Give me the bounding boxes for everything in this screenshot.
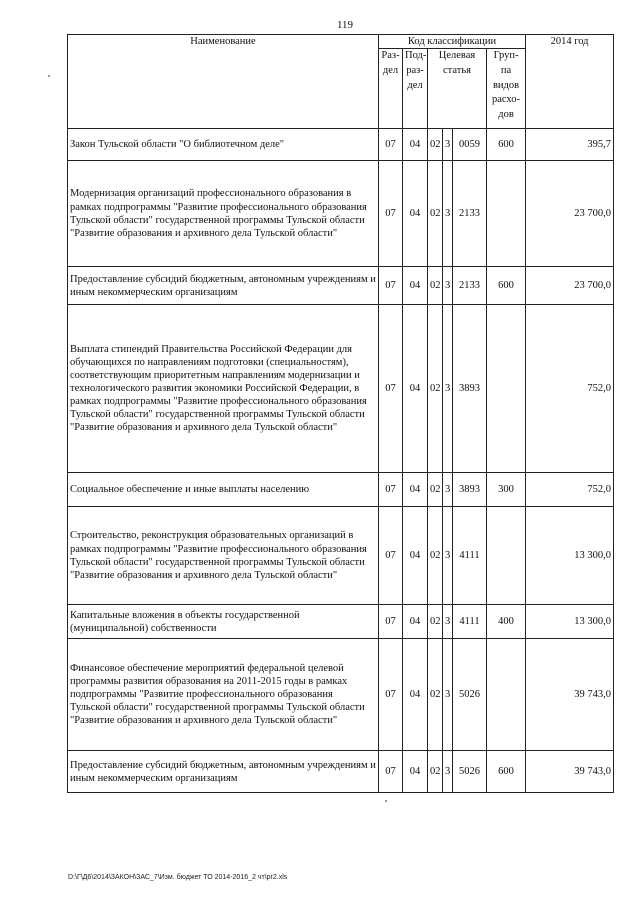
table-row bbox=[68, 605, 614, 639]
row-razdel: 07 bbox=[379, 305, 403, 473]
row-target-part2: 3 bbox=[443, 161, 453, 267]
table-row bbox=[68, 639, 614, 751]
row-target-part1: 02 bbox=[428, 639, 443, 751]
row-expense-type: 600 bbox=[487, 129, 526, 161]
row-razdel: 07 bbox=[379, 267, 403, 305]
row-amount: 395,7 bbox=[526, 129, 614, 161]
file-path-footer: D:\Г\Д6\2014\ЗАКОН\ЗАС_7\Изм. бюджет ТО 2014-2016_2 чт\pr2.xls bbox=[68, 874, 288, 881]
row-target-part1: 02 bbox=[428, 129, 443, 161]
row-name: Предоставление субсидий бюджетным, автономным учреждениям и иным некоммерческим организациям bbox=[68, 267, 379, 305]
scan-speck bbox=[385, 800, 387, 802]
row-razdel: 07 bbox=[379, 751, 403, 793]
header-razdel: Раз- дел bbox=[379, 49, 403, 129]
row-razdel: 07 bbox=[379, 161, 403, 267]
row-target-part1: 02 bbox=[428, 751, 443, 793]
row-razdel: 07 bbox=[379, 129, 403, 161]
row-razdel: 07 bbox=[379, 639, 403, 751]
row-target-part2: 3 bbox=[443, 129, 453, 161]
budget-table bbox=[67, 34, 614, 793]
row-podrazdel: 04 bbox=[403, 305, 428, 473]
row-target-part1: 02 bbox=[428, 473, 443, 507]
row-target-part3: 4111 bbox=[453, 605, 487, 639]
row-target-part3: 5026 bbox=[453, 751, 487, 793]
row-target-part3: 0059 bbox=[453, 129, 487, 161]
header-name: Наименование bbox=[68, 35, 379, 129]
row-target-part1: 02 bbox=[428, 161, 443, 267]
header-year: 2014 год bbox=[526, 35, 614, 129]
row-razdel: 07 bbox=[379, 507, 403, 605]
row-target-part2: 3 bbox=[443, 751, 453, 793]
table-row bbox=[68, 751, 614, 793]
row-podrazdel: 04 bbox=[403, 605, 428, 639]
row-target-part3: 4111 bbox=[453, 507, 487, 605]
row-expense-type bbox=[487, 305, 526, 473]
table-row bbox=[68, 267, 614, 305]
row-podrazdel: 04 bbox=[403, 473, 428, 507]
row-target-part2: 3 bbox=[443, 305, 453, 473]
row-razdel: 07 bbox=[379, 473, 403, 507]
table-row bbox=[68, 161, 614, 267]
row-target-part2: 3 bbox=[443, 639, 453, 751]
row-name: Капитальные вложения в объекты государственной (муниципальной) собственности bbox=[68, 605, 379, 639]
row-target-part2: 3 bbox=[443, 605, 453, 639]
row-name: Закон Тульской области "О библиотечном деле" bbox=[68, 129, 379, 161]
row-expense-type bbox=[487, 507, 526, 605]
row-podrazdel: 04 bbox=[403, 639, 428, 751]
scan-speck bbox=[48, 75, 50, 77]
table-row bbox=[68, 507, 614, 605]
row-name: Модернизация организаций профессионального образования в рамках подпрограммы "Развитие профессионального образования Тульской области" государственной программы Тульской области "Развитие образования и архивного дела Тульской области" bbox=[68, 161, 379, 267]
row-name: Социальное обеспечение и иные выплаты населению bbox=[68, 473, 379, 507]
row-expense-type: 300 bbox=[487, 473, 526, 507]
row-target-part2: 3 bbox=[443, 507, 453, 605]
row-expense-type: 600 bbox=[487, 267, 526, 305]
row-expense-type bbox=[487, 639, 526, 751]
row-target-part3: 3893 bbox=[453, 305, 487, 473]
table-row bbox=[68, 473, 614, 507]
row-expense-type bbox=[487, 161, 526, 267]
row-amount: 23 700,0 bbox=[526, 161, 614, 267]
row-amount: 13 300,0 bbox=[526, 507, 614, 605]
row-target-part2: 3 bbox=[443, 267, 453, 305]
row-expense-type: 600 bbox=[487, 751, 526, 793]
row-podrazdel: 04 bbox=[403, 161, 428, 267]
row-expense-type: 400 bbox=[487, 605, 526, 639]
row-target-part3: 2133 bbox=[453, 267, 487, 305]
row-amount: 752,0 bbox=[526, 473, 614, 507]
row-target-part1: 02 bbox=[428, 507, 443, 605]
row-razdel: 07 bbox=[379, 605, 403, 639]
row-target-part3: 2133 bbox=[453, 161, 487, 267]
row-target-part2: 3 bbox=[443, 473, 453, 507]
row-amount: 23 700,0 bbox=[526, 267, 614, 305]
table-row bbox=[68, 129, 614, 161]
row-name: Предоставление субсидий бюджетным, автономным учреждениям и иным некоммерческим организациям bbox=[68, 751, 379, 793]
row-name: Строительство, реконструкция образовательных организаций в рамках подпрограммы "Развитие профессионального образования Тульской области" государственной программы Тульской области "Развитие образования и архивного дела Тульской области" bbox=[68, 507, 379, 605]
row-target-part3: 3893 bbox=[453, 473, 487, 507]
row-target-part1: 02 bbox=[428, 267, 443, 305]
page-number: 119 bbox=[336, 19, 354, 31]
row-target-part1: 02 bbox=[428, 305, 443, 473]
row-podrazdel: 04 bbox=[403, 751, 428, 793]
header-podrazdel: Под- раз- дел bbox=[403, 49, 428, 129]
table-row bbox=[68, 305, 614, 473]
row-amount: 39 743,0 bbox=[526, 751, 614, 793]
header-classification-code: Код классификации bbox=[379, 35, 526, 49]
row-podrazdel: 04 bbox=[403, 129, 428, 161]
row-podrazdel: 04 bbox=[403, 267, 428, 305]
header-target-article: Целевая статья bbox=[428, 49, 487, 129]
row-name: Выплата стипендий Правительства Российской Федерации для обучающихся по направлениям подготовки (специальностям), соответствующим приоритетным направлениям модернизации и технологического развития экономики Российской Федерации, в рамках подпрограммы "Развитие профессионального образования Тульской области" государственной программы Тульской области "Развитие образования и архивного дела Тульской области" bbox=[68, 305, 379, 473]
row-target-part3: 5026 bbox=[453, 639, 487, 751]
row-amount: 39 743,0 bbox=[526, 639, 614, 751]
row-target-part1: 02 bbox=[428, 605, 443, 639]
row-amount: 752,0 bbox=[526, 305, 614, 473]
header-expense-group: Груп- па видов расхо- дов bbox=[487, 49, 526, 129]
row-podrazdel: 04 bbox=[403, 507, 428, 605]
row-name: Финансовое обеспечение мероприятий федеральной целевой программы развития образования на 2011-2015 годы в рамках подпрограммы "Развитие профессионального образования Тульской области" государственной программы Тульской области "Развитие образования и архивного дела Тульской области" bbox=[68, 639, 379, 751]
row-amount: 13 300,0 bbox=[526, 605, 614, 639]
